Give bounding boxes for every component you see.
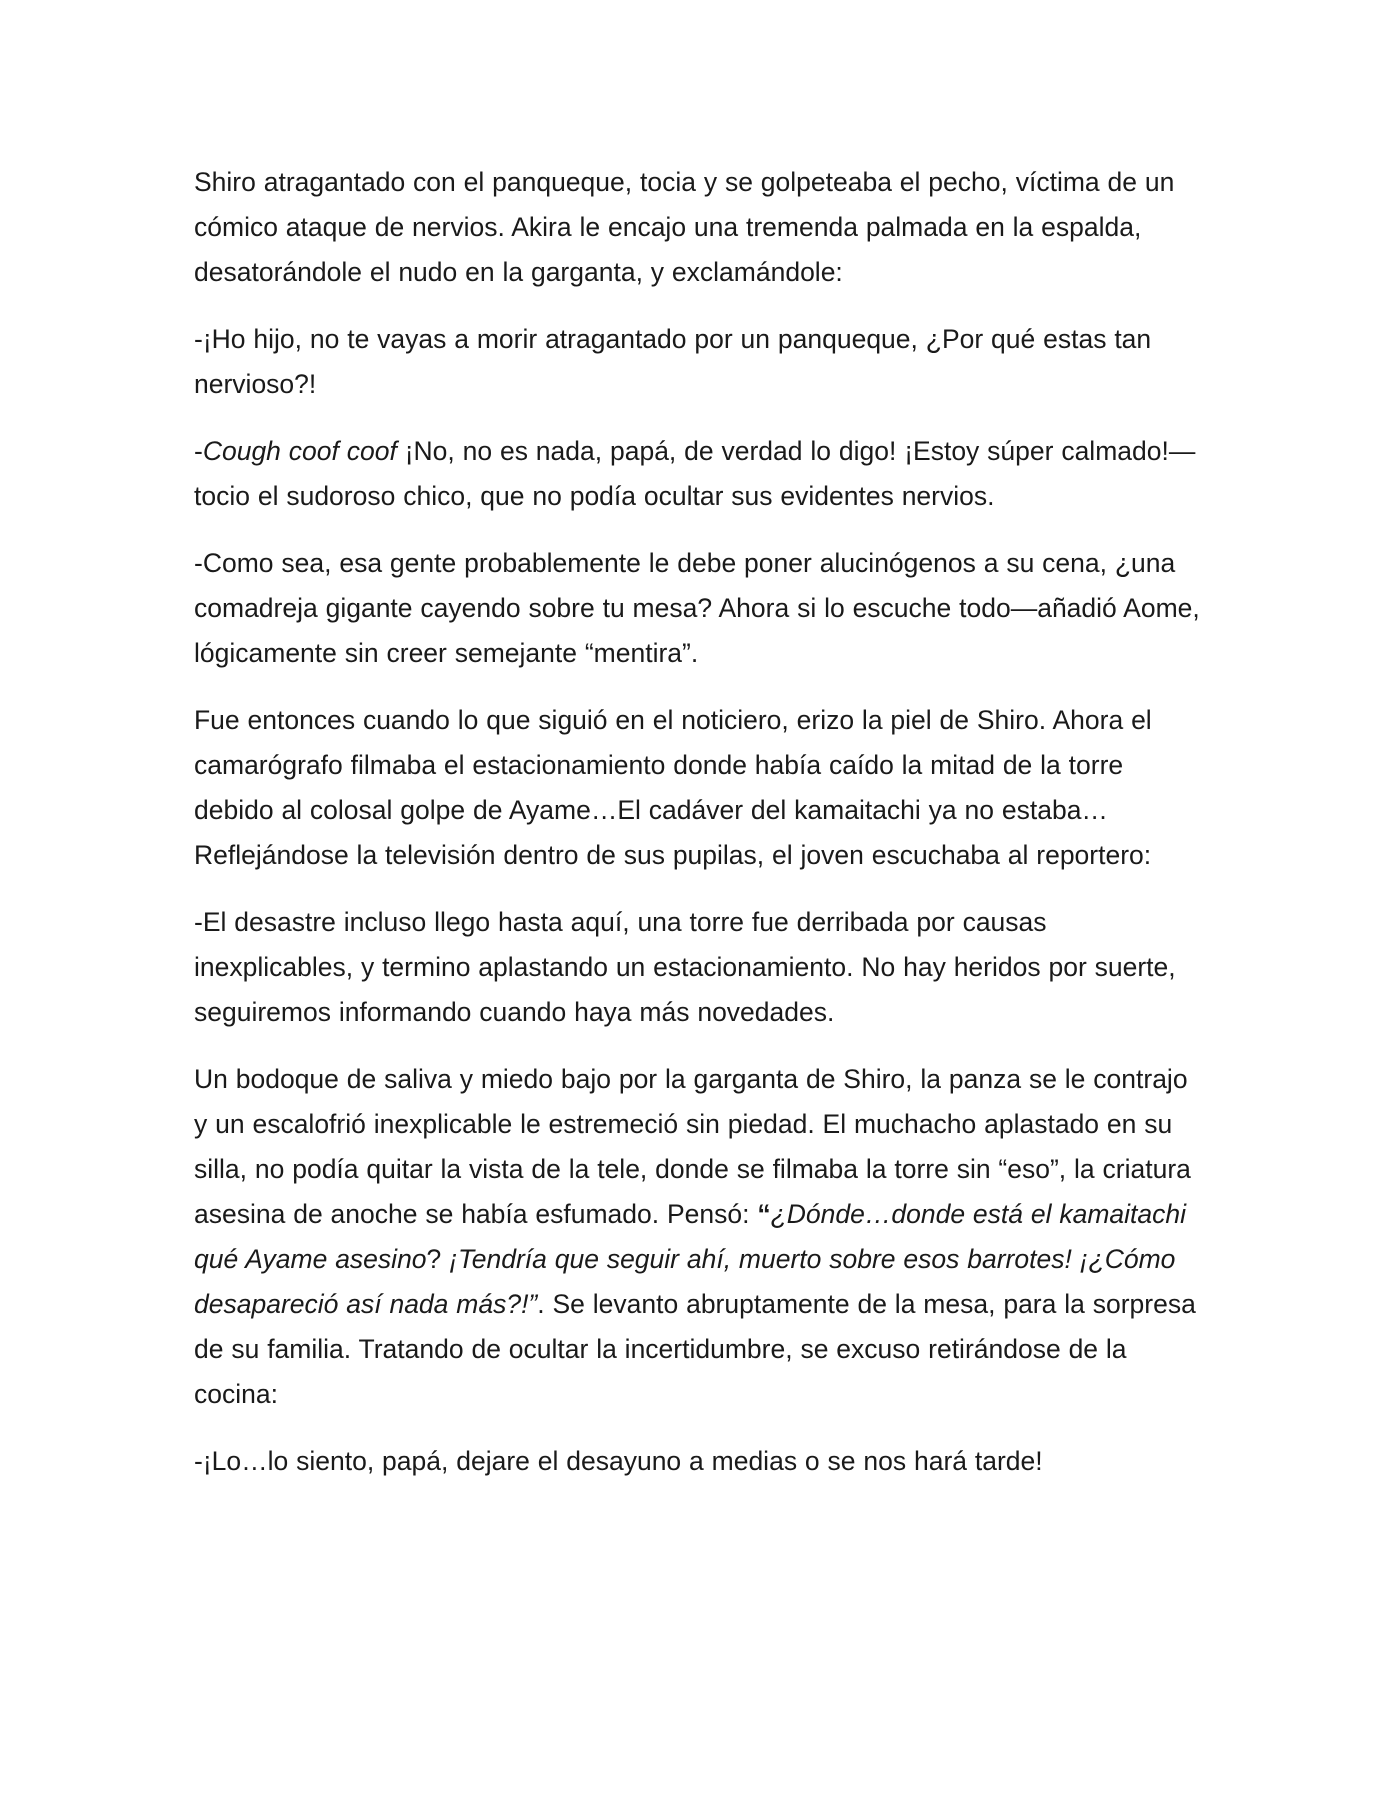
text-segment: ? [426, 1244, 450, 1274]
paragraph [194, 698, 1204, 878]
text-segment: Un bodoque de saliva y miedo bajo por la garganta de Shiro, la panza se le contrajo y un escalofrió inexplicable le estremeció sin piedad. El muchacho aplastado en su silla, no podía quitar la vista de la tele, donde se filmaba la torre sin “eso”, la criatura asesina de anoche se había esfumado. Pensó: [194, 1064, 1191, 1229]
text-segment: Fue entonces cuando lo que siguió en el noticiero, erizo la piel de Shiro. Ahora el camarógrafo filmaba el estacionamiento donde había caído la mitad de la torre debido al colosal golpe de Ayame…El cadáver del kamaitachi ya no estaba…Reflejándose la televisión dentro de sus pupilas, el joven escuchaba al reportero: [194, 705, 1152, 870]
paragraph [194, 429, 1204, 519]
paragraph [194, 317, 1204, 407]
italic-text-segment: ¡Tendría que seguir ahí, muerto sobre esos barrotes! ¡¿Cómo desapareció así nada más?!” [194, 1244, 1176, 1319]
document-page [194, 160, 1204, 1506]
text-segment: -Como sea, esa gente probablemente le debe poner alucinógenos a su cena, ¿una comadreja gigante cayendo sobre tu mesa? Ahora si lo escuche todo—añadió Aome, lógicamente sin creer semejante “mentira”. [194, 548, 1200, 668]
paragraph [194, 900, 1204, 1035]
text-segment: . Se levanto abruptamente de la mesa, para la sorpresa de su familia. Tratando de ocultar la incertidumbre, se excuso retirándose de la cocina: [194, 1289, 1196, 1409]
text-segment: Shiro atragantado con el panqueque, tocia y se golpeteaba el pecho, víctima de un cómico ataque de nervios. Akira le encajo una tremenda palmada en la espalda, desatorándole el nudo en la garganta, y exclamándole: [194, 167, 1175, 287]
text-segment: ¡No, no es nada, papá, de verdad lo digo! ¡Estoy súper calmado!—tocio el sudoroso chico, que no podía ocultar sus evidentes nervios. [194, 436, 1196, 511]
paragraph [194, 1439, 1204, 1484]
text-segment: -El desastre incluso llego hasta aquí, una torre fue derribada por causas inexplicables, y termino aplastando un estacionamiento. No hay heridos por suerte, seguiremos informando cuando haya más novedades. [194, 907, 1176, 1027]
text-segment: -¡Lo…lo siento, papá, dejare el desayuno a medias o se nos hará tarde! [194, 1446, 1043, 1476]
italic-text-segment: ¿Dónde…donde está el kamaitachi qué Ayame asesino [194, 1199, 1187, 1274]
bold-text-segment: “ [757, 1199, 771, 1229]
paragraph [194, 160, 1204, 295]
paragraph [194, 541, 1204, 676]
text-segment: -¡Ho hijo, no te vayas a morir atragantado por un panqueque, ¿Por qué estas tan nervioso?! [194, 324, 1152, 399]
italic-text-segment: Cough coof coof [202, 436, 397, 466]
text-segment: - [194, 436, 203, 466]
paragraph [194, 1057, 1204, 1417]
